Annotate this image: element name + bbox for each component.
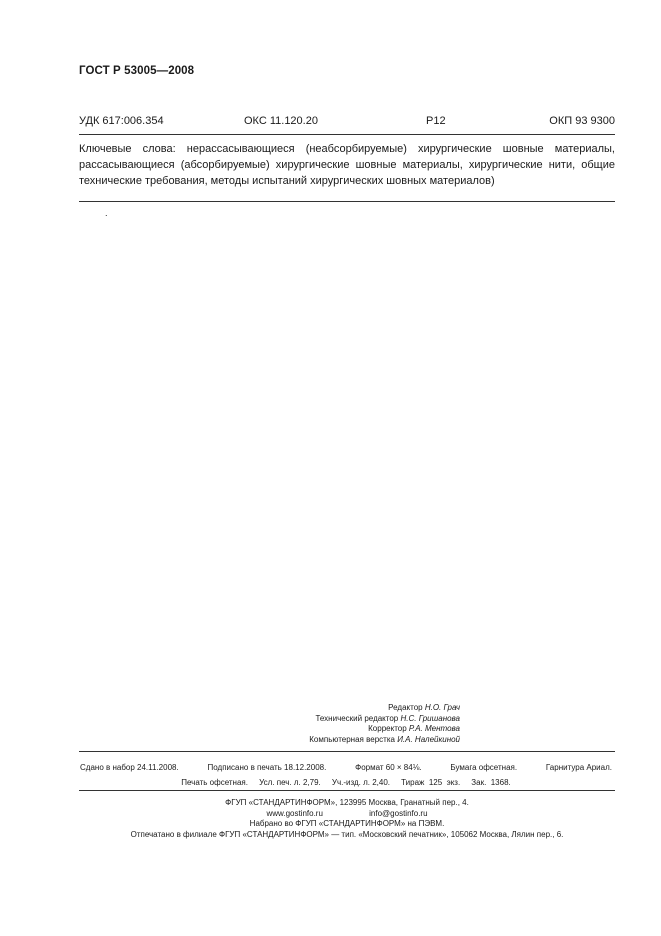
publisher-contacts bbox=[79, 809, 615, 820]
group-code: Р12 bbox=[426, 115, 446, 127]
credit-line: Компьютерная верстка И.А. Налейкиной bbox=[309, 735, 460, 745]
publisher-address: ФГУП «СТАНДАРТИНФОРМ», 123995 Москва, Гранатный пер., 4. bbox=[225, 798, 469, 807]
imprint-block bbox=[80, 760, 612, 790]
oks-code: ОКС 11.120.20 bbox=[244, 115, 318, 127]
udk-code: УДК 617:006.354 bbox=[79, 115, 164, 127]
printed-note: Отпечатано в филиале ФГУП «СТАНДАРТИНФОРМ» — тип. «Московский печатник», 105062 Москва, Лялин пер., 6. bbox=[130, 829, 564, 839]
imprint-bottom-divider bbox=[79, 790, 615, 791]
credits-block bbox=[200, 703, 460, 746]
top-divider bbox=[79, 134, 615, 135]
credit-line: Корректор Р.А. Ментова bbox=[368, 724, 460, 734]
standard-number: ГОСТ Р 53005—2008 bbox=[79, 65, 195, 77]
imprint-line-2: Печать офсетная. Усл. печ. л. 2,79. Уч.-изд. л. 2,40. Тираж 125 экз. Зак. 1368. bbox=[181, 778, 511, 787]
credit-line: Технический редактор Н.С. Гришанова bbox=[315, 713, 460, 723]
credit-line: Редактор Н.О. Грач bbox=[388, 703, 460, 712]
typeset-note: Набрано во ФГУП «СТАНДАРТИНФОРМ» на ПЭВМ. bbox=[249, 819, 445, 828]
classification-row bbox=[79, 115, 615, 129]
keywords-paragraph: Ключевые слова: нерассасывающиеся (неабсорбируемые) хирургические шовные материалы, рассасывающиеся (абсорбируемые) хирургические шовные материалы, хирургические нити, общие технические требования, методы испытаний хирургических шовных материалов) bbox=[79, 143, 615, 187]
keywords-divider bbox=[79, 201, 615, 202]
email-link[interactable]: info@gostinfo.ru bbox=[369, 808, 428, 818]
publisher-block bbox=[79, 798, 615, 840]
imprint-line-1: Сдано в набор 24.11.2008. Подписано в печать 18.12.2008. Формат 60 × 84⅛. Бумага офсетная. Гарнитура Ариал. bbox=[80, 763, 612, 772]
stray-marker: . bbox=[105, 208, 108, 218]
okp-code: ОКП 93 9300 bbox=[549, 115, 615, 127]
imprint-top-divider bbox=[79, 751, 615, 752]
website-link[interactable]: www.gostinfo.ru bbox=[266, 808, 323, 818]
